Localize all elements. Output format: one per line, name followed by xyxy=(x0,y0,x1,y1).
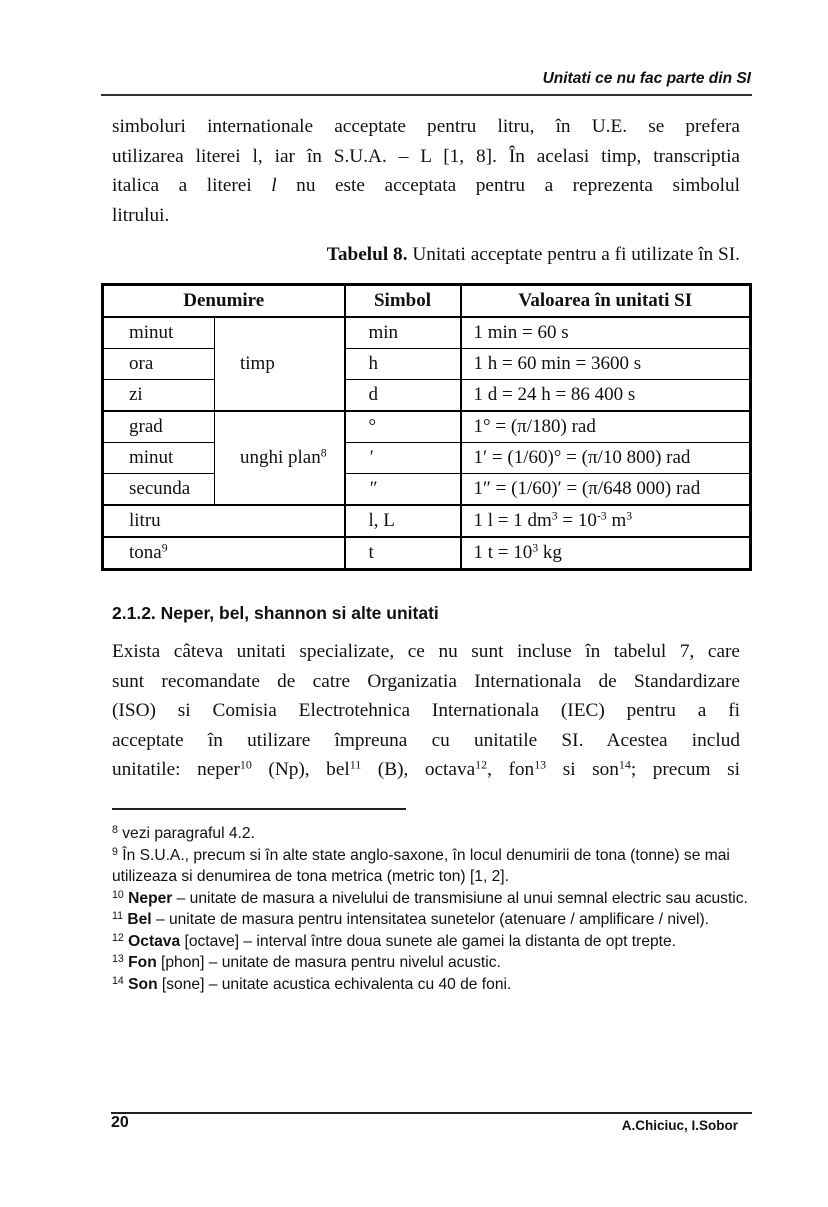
cell-symbol: min xyxy=(345,317,461,349)
cell-group-time: timp xyxy=(215,317,345,411)
header-valoarea: Valoarea în unitati SI xyxy=(461,285,751,318)
units-table xyxy=(101,283,752,571)
name-text: tona xyxy=(129,542,162,563)
table-caption xyxy=(112,244,740,266)
footnote-number: 10 xyxy=(112,888,124,901)
footnote-11 xyxy=(112,909,752,931)
table-caption-label: Tabelul 8. xyxy=(326,244,408,265)
intro-line-3 xyxy=(112,171,740,201)
section-heading: 2.1.2. Neper, bel, shannon si alte unitati xyxy=(112,603,439,623)
page-number: 20 xyxy=(111,1114,129,1131)
footer-rule xyxy=(111,1112,752,1114)
text: unitatile: neper xyxy=(112,759,240,780)
footnote-12 xyxy=(112,931,752,953)
header-rule xyxy=(101,94,752,96)
footnote-text: – unitate de masura a nivelului de transmisiune al unui semnal electric sau acustic. xyxy=(172,889,748,907)
table-row xyxy=(103,317,751,349)
value-text: kg xyxy=(538,542,562,563)
value-text: = 10 xyxy=(557,510,597,531)
cell-value xyxy=(461,537,751,570)
footer-authors: A.Chiciuc, I.Sobor xyxy=(621,1118,738,1133)
header-denumire: Denumire xyxy=(103,285,345,318)
footnote-ref-10: 10 xyxy=(239,757,252,772)
value-text: m xyxy=(606,510,627,531)
intro-paragraph xyxy=(112,112,740,230)
footnote-ref-13: 13 xyxy=(534,757,547,772)
footnote-term: Neper xyxy=(128,889,173,907)
table-header-row xyxy=(103,285,751,318)
cell-value: 1 h = 60 min = 3600 s xyxy=(461,349,751,380)
cell-symbol: t xyxy=(345,537,461,570)
text: , fon xyxy=(487,759,535,780)
table-caption-text: Unitati acceptate pentru a fi utilizate în SI. xyxy=(407,244,740,265)
cell-name: minut xyxy=(103,317,215,349)
footnote-text: [octave] – interval între doua sunete ale gamei la distanta de opt trepte. xyxy=(180,932,677,950)
exponent: 3 xyxy=(532,541,539,555)
footnote-8 xyxy=(112,823,752,845)
table-row xyxy=(103,537,751,570)
cell-name: grad xyxy=(103,411,215,443)
footnote-text: vezi paragraful 4.2. xyxy=(122,825,255,842)
table-row xyxy=(103,443,751,474)
group-angle-label: unghi plan xyxy=(240,447,321,468)
cell-symbol: l, L xyxy=(345,505,461,537)
cell-name xyxy=(103,537,345,570)
footnotes xyxy=(112,823,752,995)
cell-value: 1′ = (1/60)° = (π/10 800) rad xyxy=(461,443,751,474)
cell-value xyxy=(461,505,751,537)
footnote-10 xyxy=(112,888,752,910)
cell-name: secunda xyxy=(103,474,215,506)
intro-line-3-a: italica a literei xyxy=(112,175,272,196)
cell-symbol: h xyxy=(345,349,461,380)
value-text: 1 l = 1 dm xyxy=(473,510,552,531)
footnote-text: [phon] – unitate de masura pentru nivelul acustic. xyxy=(156,954,501,971)
value-text: 1 t = 10 xyxy=(473,542,533,563)
text: (B), octava xyxy=(361,759,476,780)
cell-symbol: ° xyxy=(345,411,461,443)
cell-name: zi xyxy=(103,380,215,412)
section-line-3: (ISO) si Comisia Electrotehnica Internationala (IEC) pentru a fi xyxy=(112,700,740,721)
cell-symbol: ″ xyxy=(345,474,461,506)
cell-name: litru xyxy=(103,505,345,537)
footnote-ref-8: 8 xyxy=(320,446,327,460)
footnote-separator xyxy=(112,808,406,810)
section-line-1: Exista câteva unitati specializate, ce nu sunt incluse în tabelul 7, care xyxy=(112,641,740,662)
table-row xyxy=(103,380,751,412)
section-line-4: acceptate în utilizare împreuna cu unitatile SI. Acestea includ xyxy=(112,729,740,751)
footnote-14 xyxy=(112,974,752,996)
footnote-text: În S.U.A., precum si în alte state anglo-saxone, în locul denumirii de tona (tonne) se mai utilizeaza si denumirea de tona metrica (metric ton) [1, 2]. xyxy=(112,846,730,885)
footnote-9 xyxy=(112,845,752,888)
section-paragraph xyxy=(112,637,740,785)
cell-value: 1 min = 60 s xyxy=(461,317,751,349)
footnote-number: 13 xyxy=(112,953,124,966)
exponent: -3 xyxy=(596,509,607,523)
table-row xyxy=(103,505,751,537)
footnote-text: [sone] – unitate acustica echivalenta cu 40 de foni. xyxy=(157,975,512,993)
footnote-term: Fon xyxy=(128,954,157,971)
section-line-2: sunt recomandate de catre Organizatia Internationala de Standardizare xyxy=(112,670,740,692)
cell-name: minut xyxy=(103,443,215,474)
footnote-13 xyxy=(112,952,752,974)
table-row xyxy=(103,411,751,443)
cell-value: 1″ = (1/60)′ = (π/648 000) rad xyxy=(461,474,751,506)
header-simbol: Simbol xyxy=(345,285,461,318)
cell-name: ora xyxy=(103,349,215,380)
cell-symbol: d xyxy=(345,380,461,412)
text: ; precum si xyxy=(630,759,740,780)
section-line-5 xyxy=(112,755,740,785)
footnote-term: Son xyxy=(128,975,158,993)
cell-value: 1° = (π/180) rad xyxy=(461,411,751,443)
footnote-number: 14 xyxy=(112,974,124,987)
cell-symbol: ′ xyxy=(345,443,461,474)
footnote-number: 8 xyxy=(112,824,118,837)
running-header-title: Unitati ce nu fac parte din SI xyxy=(542,70,751,87)
intro-line-2: utilizarea literei l, iar în S.U.A. – L [1, 8]. În acelasi timp, transcriptia xyxy=(112,145,740,167)
cell-value: 1 d = 24 h = 86 400 s xyxy=(461,380,751,412)
footnote-text: – unitate de masura pentru intensitatea sunetelor (atenuare / amplificare / nivel). xyxy=(151,911,709,928)
footnote-ref-11: 11 xyxy=(349,757,362,772)
exponent: 3 xyxy=(626,509,633,523)
italic-l: l xyxy=(271,175,277,196)
footnote-number: 12 xyxy=(112,931,124,944)
footnote-term: Octava xyxy=(128,932,181,950)
intro-line-1: simboluri internationale acceptate pentru litru, în U.E. se prefera xyxy=(112,116,740,137)
cell-group-angle xyxy=(215,411,345,505)
footnote-ref-14: 14 xyxy=(618,757,631,772)
table-row xyxy=(103,474,751,506)
exponent: 3 xyxy=(551,509,558,523)
footnote-number: 11 xyxy=(112,910,123,923)
footnote-number: 9 xyxy=(112,845,118,858)
text: (Np), bel xyxy=(251,759,350,780)
table-row xyxy=(103,349,751,380)
footnote-ref-12: 12 xyxy=(475,757,488,772)
text: si son xyxy=(546,759,619,780)
intro-line-4: litrului. xyxy=(112,204,170,226)
footnote-ref-9: 9 xyxy=(161,541,168,555)
footnote-term: Bel xyxy=(127,911,152,928)
intro-line-3-b: nu este acceptata pentru a reprezenta simbolul xyxy=(276,175,740,196)
